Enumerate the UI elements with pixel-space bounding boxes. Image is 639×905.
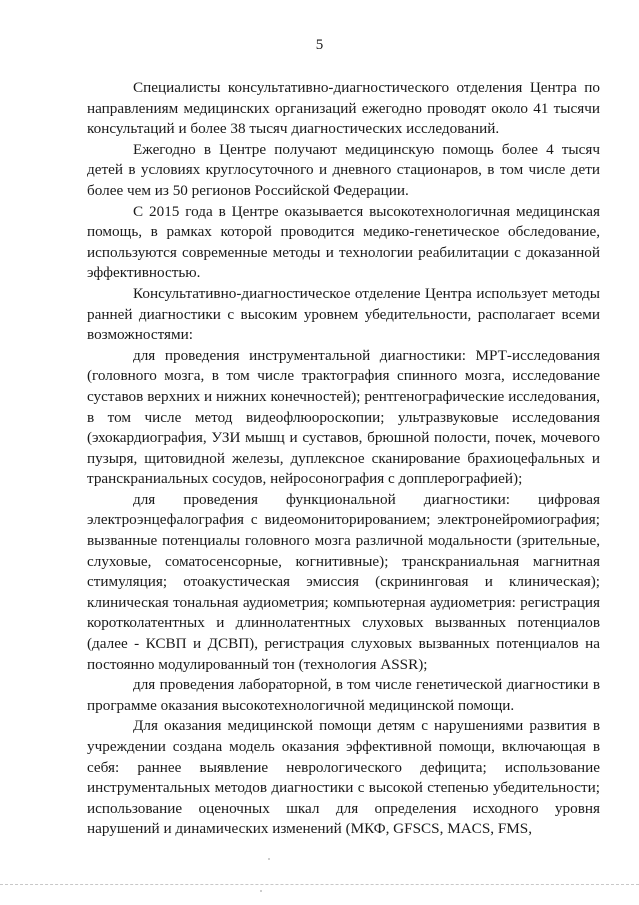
paragraph-functional-diagnostics: для проведения функциональной диагностики: цифровая электроэнцефалография с видеомониторированием; электронейромиография; вызванные потенциалы головного мозга различной модальности (зрительные, слуховые, соматосенсорные, когнитивные); транскраниальная магнитная стимуляция; отоакустическая эмиссия (скрининговая и клиническая); клиническая тональная аудиометрия; компьютерная аудиометрия: регистрация коротколатентных и длиннолатентных слуховых вызванных потенциалов (далее - КСВП и ДСВП), регистрация слуховых вызванных потенциалов на постоянно модулированный тон (технология ASSR); [87,490,600,673]
paragraph-diagnostic-methods: Консультативно-диагностическое отделение Центра использует методы ранней диагностики с высоким уровнем убедительности, располагает всеми возможностями: [87,284,600,344]
document-body [87,78,600,840]
paragraph-high-tech-care: С 2015 года в Центре оказывается высокотехнологичная медицинская помощь, в рамках которой проводится медико-генетическое обследование, используются современные методы и технологии реабилитации с доказанной эффективностью. [87,202,600,282]
scan-artifact-dot [260,890,262,892]
paragraph-laboratory-diagnostics: для проведения лабораторной, в том числе генетической диагностики в программе оказания высокотехнологичной медицинской помощи. [87,676,600,714]
scan-artifact-line [0,884,639,885]
paragraph-care-model: Для оказания медицинской помощи детям с нарушениями развития в учреждении создана модель оказания эффективной помощи, включающая в себя: раннее выявление неврологического дефицита; использование инструментальных методов диагностики с высокой степенью убедительности; использование оценочных шкал для определения исходного уровня нарушений и динамических изменений (МКФ, GFSCS, MACS, FMS, [87,717,600,838]
paragraph-instrumental-diagnostics: для проведения инструментальной диагностики: МРТ-исследования (головного мозга, в том числе трактография спинного мозга, исследование суставов верхних и нижних конечностей); рентгенографические исследования, в том числе метод видеофлюороскопии; ультразвуковые исследования (эхокардиография, УЗИ мышц и суставов, брюшной полости, почек, мочевого пузыря, щитовидной железы, дуплексное сканирование брахиоцефальных и транскраниальных сосудов, нейросонография с допплерографией); [87,346,600,488]
scan-artifact-dot [268,858,270,860]
paragraph-inpatient: Ежегодно в Центре получают медицинскую помощь более 4 тысяч детей в условиях круглосуточного и дневного стационаров, в том числе дети более чем из 50 регионов Российской Федерации. [87,140,600,199]
paragraph-consultations: Специалисты консультативно-диагностического отделения Центра по направлениям медицинских организаций ежегодно проводят около 41 тысячи консультаций и более 38 тысяч диагностических исследований. [87,79,600,138]
page-number: 5 [315,37,324,53]
